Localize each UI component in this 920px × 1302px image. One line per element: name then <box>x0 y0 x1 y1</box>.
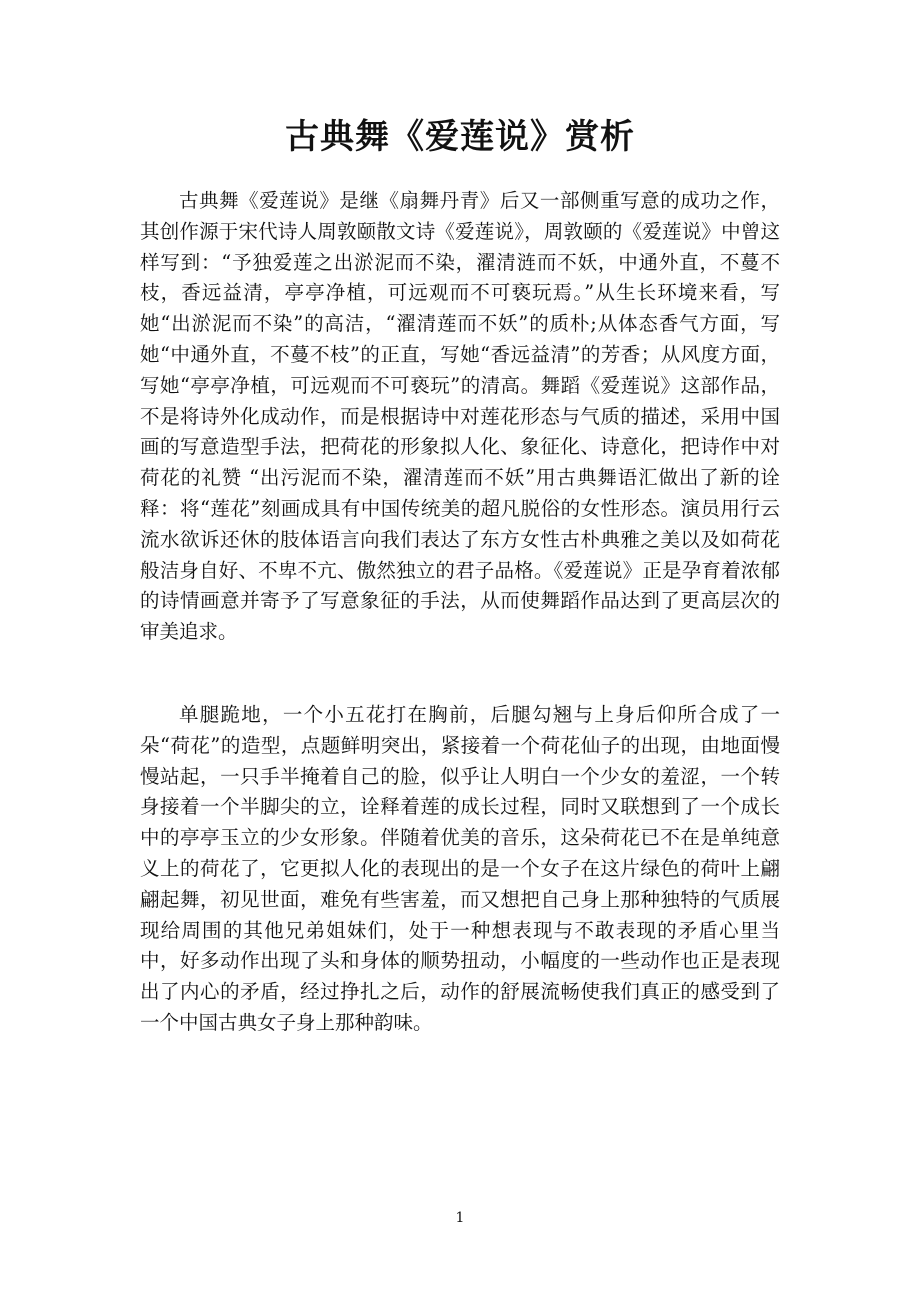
paragraph-2: 单腿跪地，一个小五花打在胸前，后腿勾翘与上身后仰所合成了一朵“荷花”的造型，点题鲜明突出，紧接着一个荷花仙子的出现，由地面慢慢站起，一只手半掩着自己的脸，似乎让人明白一个少女的羞涩，一个转身接着一个半脚尖的立，诠释着莲的成长过程，同时又联想到了一个成长中的亭亭玉立的少女形象。伴随着优美的音乐，这朵荷花已不在是单纯意义上的荷花了，它更拟人化的表现出的是一个女子在这片绿色的荷叶上翩翩起舞，初见世面，难免有些害羞，而又想把自己身上那种独特的气质展现给周围的其他兄弟姐妹们，处于一种想表现与不敢表现的矛盾心里当中，好多动作出现了头和身体的顺势扭动，小幅度的一些动作也正是表现出了内心的矛盾，经过挣扎之后，动作的舒展流畅使我们真正的感受到了一个中国古典女子身上那种韵味。 <box>140 703 780 1034</box>
document-title: 古典舞《爱莲说》赏析 <box>285 117 635 157</box>
paragraph-1: 古典舞《爱莲说》是继《扇舞丹青》后又一部侧重写意的成功之作，其创作源于宋代诗人周敦颐散文诗《爱莲说》，周敦颐的《爱莲说》中曾这样写到：“予独爱莲之出淤泥而不染，濯清涟而不妖，中通外直，不蔓不枝，香远益清，亭亭净植，可远观而不可亵玩焉。”从生长环境来看，写她“出淤泥而不染”的高洁，“濯清莲而不妖”的质朴;从体态香气方面，写她“中通外直，不蔓不枝”的正直，写她“香远益清”的芳香；从风度方面，写她“亭亭净植，可远观而不可亵玩”的清高。舞蹈《爱莲说》这部作品，不是将诗外化成动作，而是根据诗中对莲花形态与气质的描述，采用中国画的写意造型手法，把荷花的形象拟人化、象征化、诗意化，把诗作中对荷花的礼赞 “出污泥而不染，濯清莲而不妖”用古典舞语汇做出了新的诠释：将“莲花”刻画成具有中国传统美的超凡脱俗的女性形态。演员用行云流水欲诉还休的肢体语言向我们表达了东方女性古朴典雅之美以及如荷花般洁身自好、不卑不亢、傲然独立的君子品格。《爱莲说》正是孕育着浓郁的诗情画意并寄予了写意象征的手法，从而使舞蹈作品达到了更高层次的审美追求。 <box>140 189 780 644</box>
page-number: 1 <box>455 1210 465 1226</box>
